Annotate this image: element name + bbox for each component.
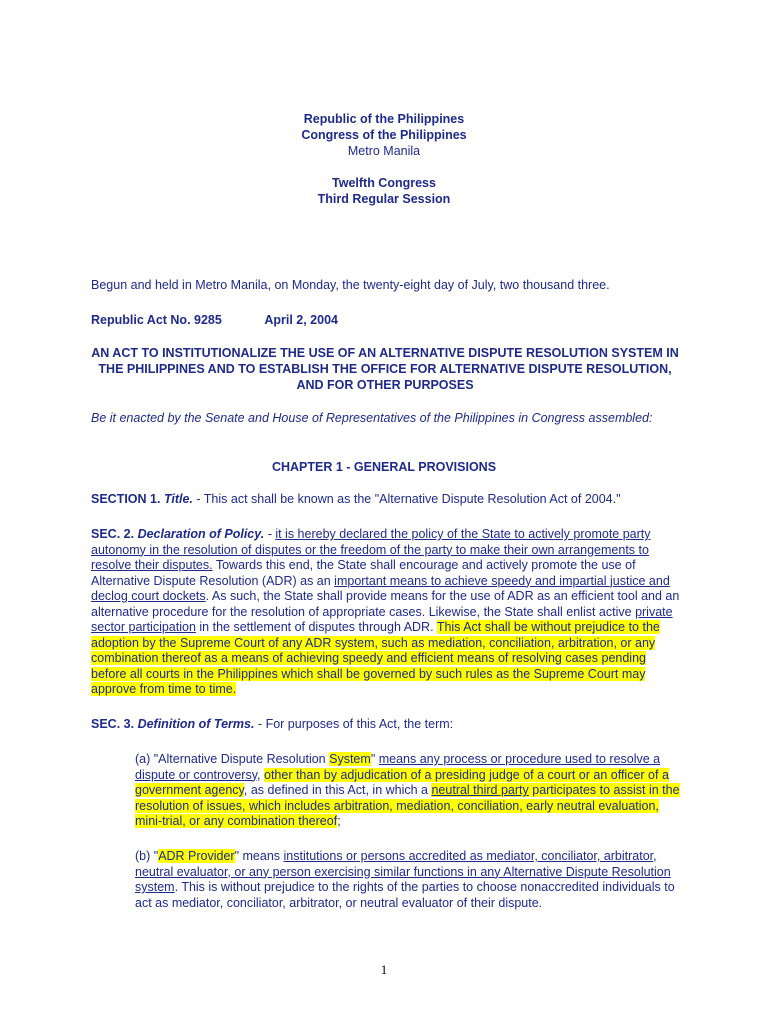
definition-a-highlight-3: participates to assist in the resolution of issues, which includes arbitration, mediation, conciliation, early neutral evaluation, mini-trial, or any combination thereof [135, 783, 680, 828]
section-2-text-1: Towards this end, the State shall encourage and actively promote the use of Alternative Dispute Resolution (ADR) as an [91, 558, 636, 588]
definition-a [135, 752, 680, 830]
section-1-text: - This act shall be known as the "Alternative Dispute Resolution Act of 2004." [192, 492, 621, 506]
definition-b-text-3: . This is without prejudice to the rights of the parties to choose nonaccredited individuals to act as mediator, conciliator, arbitrator, or neutral evaluator of their dispute. [135, 880, 675, 910]
section-3-label: SEC. 3. [91, 717, 135, 731]
section-2-text-2: . As such, the State shall provide means for the use of ADR as an efficient tool and an alternative procedure for the resolution of appropriate cases. Likewise, the State shall enlist active [91, 589, 680, 619]
section-2-text-3: in the settlement of disputes through ADR. [195, 620, 437, 634]
definition-b-highlight: ADR Provider [158, 849, 235, 863]
section-3-heading: Definition of Terms. [137, 717, 255, 731]
act-title: AN ACT TO INSTITUTIONALIZE THE USE OF AN ALTERNATIVE DISPUTE RESOLUTION SYSTEM IN THE PHILIPPINES AND TO ESTABLISH THE OFFICE FOR ALTERNATIVE DISPUTE RESOLUTION, AND FOR OTHER PURPOSES [91, 346, 679, 392]
header-congress: Congress of the Philippines [301, 128, 467, 142]
chapter-heading: CHAPTER 1 - GENERAL PROVISIONS [271, 460, 497, 474]
definition-a-text-4: , as defined in this Act, in which a [243, 783, 432, 797]
act-number: Republic Act No. 9285 [91, 313, 222, 327]
definition-a-text-1: (a) "Alternative Dispute Resolution [135, 752, 330, 766]
definition-a-underlined-1: means any process or procedure used to resolve a dispute or controversy [135, 752, 661, 782]
section-2-label: SEC. 2. [91, 527, 135, 541]
definition-a-text-5: ; [337, 814, 341, 828]
header-session: Third Regular Session [317, 192, 451, 206]
section-1-heading: Title. [163, 492, 193, 506]
definition-a-text-2: " [370, 752, 379, 766]
definition-a-highlight-2: other than by adjudication of a presiding judge of a court or an officer of a government agency [135, 767, 669, 797]
definition-a-text-3: , [257, 767, 264, 782]
definition-b-text-2: " means [234, 849, 284, 863]
section-2-heading: Declaration of Policy. [137, 527, 265, 541]
enacting-clause: Be it enacted by the Senate and House of Representatives of the Philippines in Congress assembled: [91, 411, 653, 425]
section-2-dash: - [264, 527, 276, 541]
header-location: Metro Manila [347, 144, 421, 158]
act-number-line [91, 313, 681, 329]
definition-a-highlight-underlined: neutral third party [431, 783, 529, 797]
section-2-underlined-3: private sector participation [91, 604, 673, 634]
section-1-label: SECTION 1. [91, 492, 161, 506]
act-date: April 2, 2004 [264, 313, 338, 327]
section-3-text: - For purposes of this Act, the term: [254, 717, 454, 731]
definition-b-underlined: institutions or persons accredited as mediator, conciliator, arbitrator, neutral evaluator, or any person exercising similar functions in any Alternative Dispute Resolution system [135, 849, 671, 894]
section-2-highlighted: This Act shall be without prejudice to the adoption by the Supreme Court of any ADR system, such as mediation, conciliation, arbitration, or any combination thereof as a means of achieving speedy and efficient means of resolving cases pending before all courts in the Philippines which shall be governed by such rules as the Supreme Court may approve from time to time. [91, 620, 660, 696]
header-congress-number: Twelfth Congress [332, 176, 436, 190]
section-1 [91, 492, 681, 508]
begun-statement: Begun and held in Metro Manila, on Monday, the twenty-eight day of July, two thousand three. [91, 278, 610, 292]
section-2-underlined-1: it is hereby declared the policy of the State to actively promote party autonomy in the resolution of disputes or the freedom of the party to make their own arrangements to resolve their disputes. [91, 527, 651, 572]
section-2-underlined-2: important means to achieve speedy and impartial justice and declog court dockets [91, 573, 670, 603]
section-2 [91, 527, 681, 698]
section-3 [91, 717, 681, 733]
definition-b-text-1: (b) " [135, 849, 159, 863]
definition-b [135, 849, 680, 911]
header-republic: Republic of the Philippines [303, 112, 465, 126]
definition-a-highlight-1: System [329, 752, 371, 766]
page-number: 1 [380, 962, 388, 977]
